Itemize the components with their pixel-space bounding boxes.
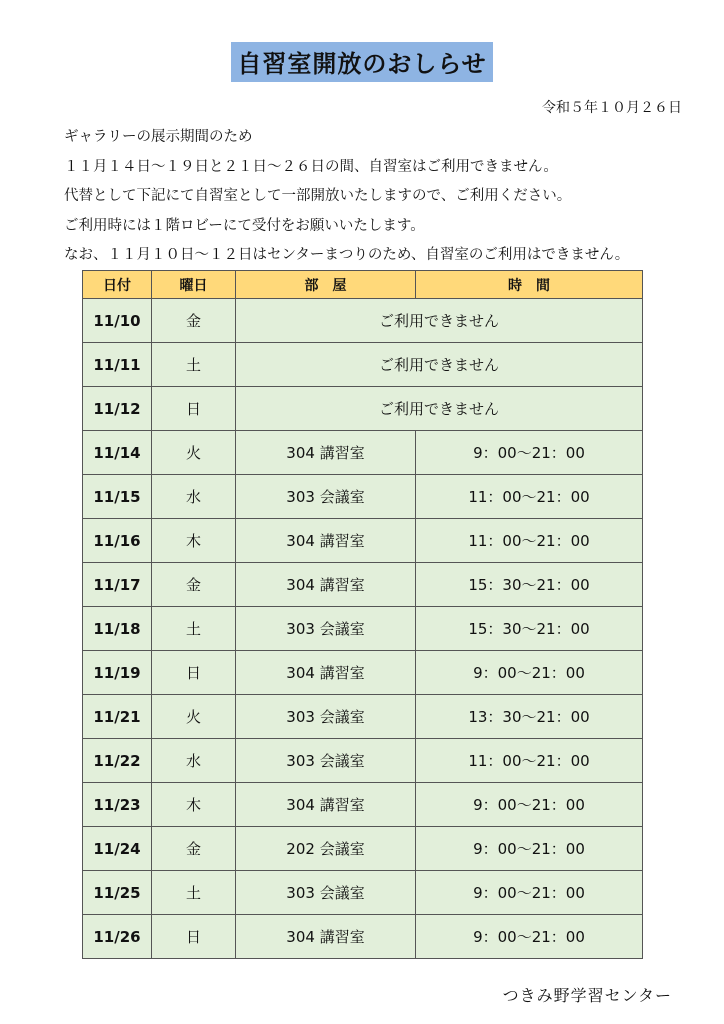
cell-room: 303 会議室	[236, 695, 416, 739]
cell-day: 金	[152, 299, 236, 343]
cell-day: 日	[152, 387, 236, 431]
cell-day: 水	[152, 739, 236, 783]
cell-unavailable: ご利用できません	[236, 299, 643, 343]
cell-room: 202 会議室	[236, 827, 416, 871]
table-row	[83, 915, 643, 959]
cell-room: 303 会議室	[236, 607, 416, 651]
cell-date: 11/21	[83, 695, 152, 739]
table-row	[83, 563, 643, 607]
cell-day: 日	[152, 915, 236, 959]
cell-date: 11/25	[83, 871, 152, 915]
cell-time: 9：00～21：00	[416, 871, 643, 915]
cell-day: 火	[152, 695, 236, 739]
cell-room: 304 講習室	[236, 563, 416, 607]
header-day: 曜日	[152, 271, 236, 299]
table-row	[83, 783, 643, 827]
cell-room: 303 会議室	[236, 739, 416, 783]
header-room: 部 屋	[236, 271, 416, 299]
cell-time: 15：30～21：00	[416, 563, 643, 607]
cell-unavailable: ご利用できません	[236, 387, 643, 431]
notice-line: １１月１４日～１９日と２１日～２６日の間、自習室はご利用できません。	[64, 158, 558, 175]
title-container	[0, 42, 724, 82]
cell-time: 9：00～21：00	[416, 915, 643, 959]
cell-day: 金	[152, 563, 236, 607]
header-time: 時 間	[416, 271, 643, 299]
cell-room: 304 講習室	[236, 651, 416, 695]
schedule-table	[82, 270, 643, 959]
cell-day: 土	[152, 607, 236, 651]
table-row	[83, 607, 643, 651]
table-row	[83, 739, 643, 783]
cell-unavailable: ご利用できません	[236, 343, 643, 387]
table-row	[83, 651, 643, 695]
organization-name: つきみ野学習センター	[502, 986, 672, 1005]
cell-day: 金	[152, 827, 236, 871]
cell-day: 火	[152, 431, 236, 475]
cell-date: 11/14	[83, 431, 152, 475]
header-date: 日付	[83, 271, 152, 299]
cell-date: 11/22	[83, 739, 152, 783]
table-row	[83, 871, 643, 915]
table-header-row	[83, 271, 643, 299]
issue-date: 令和５年１０月２６日	[542, 100, 682, 116]
cell-date: 11/16	[83, 519, 152, 563]
cell-time: 9：00～21：00	[416, 783, 643, 827]
cell-day: 日	[152, 651, 236, 695]
notice-line: ギャラリーの展示期間のため	[64, 129, 253, 145]
cell-day: 木	[152, 519, 236, 563]
cell-room: 304 講習室	[236, 431, 416, 475]
cell-room: 304 講習室	[236, 783, 416, 827]
cell-time: 13：30～21：00	[416, 695, 643, 739]
page-title: 自習室開放のおしらせ	[231, 42, 492, 82]
cell-room: 303 会議室	[236, 475, 416, 519]
table-row	[83, 343, 643, 387]
cell-date: 11/19	[83, 651, 152, 695]
cell-day: 土	[152, 871, 236, 915]
table-row	[83, 387, 643, 431]
notice-text	[64, 123, 629, 271]
table-row	[83, 827, 643, 871]
cell-date: 11/11	[83, 343, 152, 387]
table-row	[83, 519, 643, 563]
table-row	[83, 695, 643, 739]
cell-room: 304 講習室	[236, 519, 416, 563]
cell-time: 9：00～21：00	[416, 827, 643, 871]
cell-time: 9：00～21：00	[416, 431, 643, 475]
cell-date: 11/17	[83, 563, 152, 607]
table-row	[83, 299, 643, 343]
cell-time: 11：00～21：00	[416, 739, 643, 783]
cell-time: 11：00～21：00	[416, 475, 643, 519]
cell-time: 11：00～21：00	[416, 519, 643, 563]
cell-room: 304 講習室	[236, 915, 416, 959]
cell-day: 土	[152, 343, 236, 387]
cell-date: 11/26	[83, 915, 152, 959]
table-row	[83, 431, 643, 475]
cell-day: 水	[152, 475, 236, 519]
cell-time: 15：30～21：00	[416, 607, 643, 651]
cell-date: 11/10	[83, 299, 152, 343]
schedule-body	[83, 299, 643, 959]
notice-line: ご利用時には１階ロビーにて受付をお願いいたします。	[64, 217, 425, 234]
cell-date: 11/23	[83, 783, 152, 827]
cell-date: 11/15	[83, 475, 152, 519]
cell-room: 303 会議室	[236, 871, 416, 915]
cell-day: 木	[152, 783, 236, 827]
notice-line: なお、１１月１０日～１２日はセンターまつりのため、自習室のご利用はできません。	[64, 247, 630, 263]
cell-time: 9：00～21：00	[416, 651, 643, 695]
table-row	[83, 475, 643, 519]
notice-line: 代替として下記にて自習室として一部開放いたしますので、ご利用ください。	[64, 188, 572, 204]
cell-date: 11/18	[83, 607, 152, 651]
cell-date: 11/12	[83, 387, 152, 431]
cell-date: 11/24	[83, 827, 152, 871]
